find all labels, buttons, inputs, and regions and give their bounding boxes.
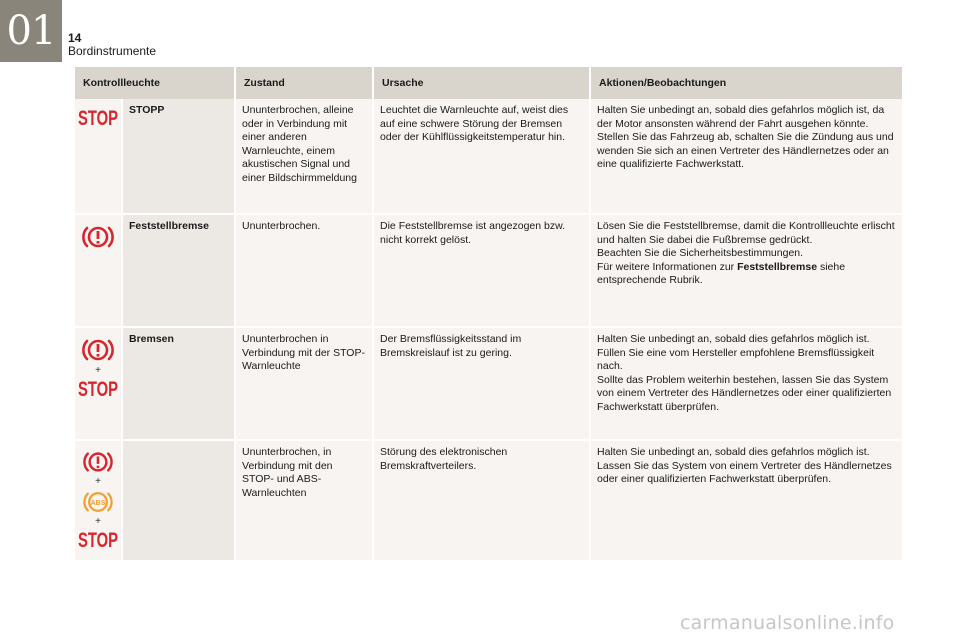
warning-cause: Der Bremsflüssigkeitsstand im Bremskreislauf ist zu gering. <box>373 327 590 440</box>
action-text: Lösen Sie die Feststellbremse, damit die Kontrollleuchte erlischt und halten Sie dabei die Fußbremse gedrückt. <box>597 220 895 246</box>
chapter-number: 01 <box>6 8 56 54</box>
warning-icon-cell <box>75 214 122 327</box>
warning-cause: Die Feststellbremse ist angezogen bzw. nicht korrekt gelöst. <box>373 214 590 327</box>
warning-lights-table <box>75 67 902 562</box>
warning-cause: Leuchtet die Warnleuchte auf, weist dies auf eine schwere Störung der Bremsen oder der Kühlflüssigkeitstemperatur hin. <box>373 99 590 214</box>
page-number: 14 <box>68 31 82 45</box>
warning-name: STOPP <box>122 99 235 214</box>
action-text <box>597 261 896 288</box>
warning-state: Ununterbrochen in Verbindung mit der STOP-Warnleuchte <box>235 327 373 440</box>
stop-icon-label: STOP <box>78 107 118 130</box>
abs-icon-label: ABS <box>90 499 106 507</box>
warning-icon-cell <box>75 99 122 214</box>
action-text: Halten Sie unbedingt an, sobald dies gefahrlos möglich ist. <box>597 446 870 458</box>
action-text: Füllen Sie eine vom Hersteller empfohlene Bremsflüssigkeit nach. <box>597 346 875 372</box>
warning-action <box>590 327 902 440</box>
plus-sign: + <box>95 476 101 487</box>
action-text: Halten Sie unbedingt an, sobald dies gefahrlos möglich ist, da der Motor ansonsten während der Fahrt ausgehen könnte. <box>597 104 885 130</box>
action-text: Stellen Sie das Fahrzeug ab, schalten Sie die Zündung aus und wenden Sie sich an einen Vertreter des Händlernetzes oder an eine qualifizierte Fachwerkstatt. <box>597 131 894 170</box>
warning-state: Ununterbrochen. <box>235 214 373 327</box>
table-row <box>75 440 902 561</box>
abs-icon <box>81 489 115 515</box>
warning-state: Ununterbrochen, in Verbindung mit den STOP- und ABS-Warnleuchten <box>235 440 373 561</box>
table-row <box>75 214 902 327</box>
action-text: Halten Sie unbedingt an, sobald dies gefahrlos möglich ist. <box>597 333 870 345</box>
column-header-ursache: Ursache <box>373 67 590 99</box>
column-header-aktionen: Aktionen/Beobachtungen <box>590 67 902 99</box>
table-row <box>75 99 902 214</box>
warning-cause: Störung des elektronischen Bremskraftverteilers. <box>373 440 590 561</box>
plus-sign: + <box>95 516 101 527</box>
warning-action <box>590 214 902 327</box>
stop-icon-label: STOP <box>78 529 118 552</box>
action-text: Beachten Sie die Sicherheitsbestimmungen. <box>597 247 804 259</box>
section-title: Bordinstrumente <box>68 44 157 58</box>
column-header-kontrollleuchte: Kontrollleuchte <box>75 67 235 99</box>
stop-icon <box>77 378 119 401</box>
brake-warning-icon <box>81 336 115 364</box>
warning-action <box>590 440 902 561</box>
warning-icon-cell <box>75 440 122 561</box>
stop-icon <box>77 107 119 130</box>
table-row <box>75 327 902 440</box>
stop-icon <box>77 529 119 552</box>
table-header-row <box>75 67 902 99</box>
chapter-badge <box>0 0 62 62</box>
warning-state: Ununterbrochen, alleine oder in Verbindung mit einer anderen Warnleuchte, einem akustischen Signal und einer Bildschirmmeldung <box>235 99 373 214</box>
action-text-prefix: Für weitere Informationen zur <box>597 260 738 273</box>
action-text: Sollte das Problem weiterhin bestehen, lassen Sie das System von einem Vertreter des Händlernetzes oder einer qualifizierten Fachwerkstatt überprüfen. <box>597 373 892 413</box>
action-text-bold: Feststellbremse <box>737 260 818 273</box>
watermark: carmanualsonline.info <box>680 612 895 634</box>
warning-icon-cell <box>75 327 122 440</box>
column-header-zustand: Zustand <box>235 67 373 99</box>
warning-action <box>590 99 902 214</box>
action-text: Lassen Sie das System von einem Vertreter des Händlernetzes oder einer qualifizierten Fachwerkstatt überprüfen. <box>597 459 892 485</box>
action-text-suffix: siehe entsprechende Rubrik. <box>597 260 846 286</box>
plus-sign: + <box>95 365 101 376</box>
stop-icon-label: STOP <box>78 378 118 401</box>
brake-warning-icon <box>81 223 115 251</box>
warning-name: Feststellbremse <box>122 214 235 327</box>
brake-warning-icon <box>81 449 115 475</box>
warning-name <box>122 440 235 561</box>
warning-name: Bremsen <box>122 327 235 440</box>
